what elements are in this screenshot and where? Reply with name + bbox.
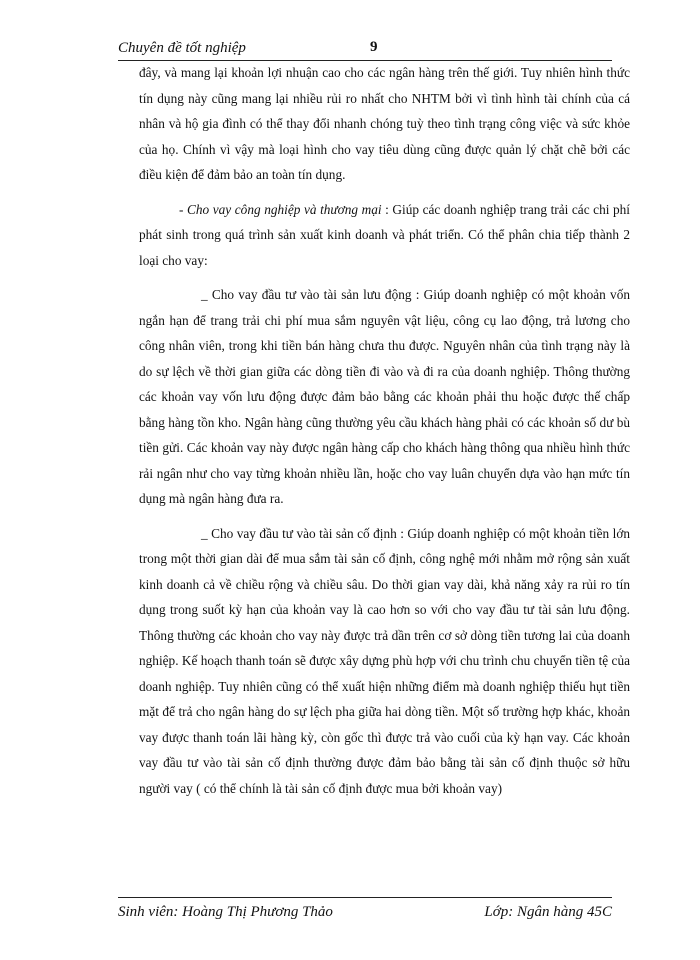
paragraph-consumer-lending-continued: đây, và mang lại khoản lợi nhuận cao cho các ngân hàng trên thế giới. Tuy nhiên hình thức tín dụng này cũng mang lại nhiều rủi ro nhất cho NHTM bởi vì tình hình tài chính của cá nhân và hộ gia đình có thể thay đổi nhanh chóng tuỳ theo tình trạng công việc và sức khỏe của họ. Chính vì vậy mà loại hình cho vay tiêu dùng cũng được quản lý chặt chẽ bởi các điều kiện để đảm bảo an toàn tín dụng. [139, 65, 630, 182]
page-header [118, 38, 612, 61]
paragraph-industrial-commercial-lending [139, 197, 630, 274]
header-title: Chuyên đề tốt nghiệp [118, 40, 246, 56]
page-number: 9 [370, 39, 378, 55]
page-footer [118, 897, 612, 928]
paragraph-lead-rest: : Giúp các doanh nghiệp trang trải các chi phí phát sinh trong quá trình sản xuất kinh doanh và phát triển. Có thể phân chia tiếp thành 2 loại cho vay: [139, 201, 630, 268]
footer-class: Lớp: Ngân hàng 45C [484, 904, 612, 920]
paragraph-lead-italic: - Cho vay công nghiệp và thương mại [179, 201, 382, 217]
paragraph-current-asset-loans: _ Cho vay đầu tư vào tài sản lưu động : Giúp doanh nghiệp có một khoản vốn ngắn hạn để trang trải chi phí mua sắm nguyên vật liệu, công cụ lao động, trả lương cho công nhân viên, trong khi tiền bán hàng chưa thu được. Nguyên nhân của tình trạng này là do sự lệch về thời gian giữa các dòng tiền đi vào và đi ra của doanh nghiệp. Thông thường các khoản vay vốn lưu động được đảm bảo bằng các khoản phải thu hoặc được thế chấp bằng hàng tồn kho. Ngân hàng cũng thường yêu cầu khách hàng phải có các khoản số dư bù tiền gửi. Các khoản vay này được ngân hàng cấp cho khách hàng thông qua nhiều hình thức rải ngân như cho vay từng khoản nhiều lần, hoặc cho vay luân chuyển dựa vào hạn mức tín dụng mà ngân hàng đưa ra. [139, 287, 630, 506]
paragraph-fixed-asset-loans: _ Cho vay đầu tư vào tài sản cố định : Giúp doanh nghiệp có một khoản tiền lớn trong một thời gian dài để mua sắm tài sản cố định, công nghệ mới nhằm mở rộng sản xuất kinh doanh cả về chiều rộng và chiều sâu. Do thời gian vay dài, khả năng xảy ra rủi ro tín dụng trong suốt kỳ hạn của khoản vay là cao hơn so với cho vay đầu tư tài sản lưu động. Thông thường các khoản cho vay này được trả dần trên cơ sở dòng tiền tương lai của doanh nghiệp. Kế hoạch thanh toán sẽ được xây dựng phù hợp với chu trình chu chuyển tiền tệ của doanh nghiệp. Tuy nhiên cũng có thể xuất hiện những điểm mà doanh nghiệp thiếu hụt tiền mặt để trả cho ngân hàng do sự lệch pha giữa hai dòng tiền. Một số trường hợp khác, khoản vay được thanh toán lãi hàng kỳ, còn gốc thì được trả vào cuối của kỳ hạn vay. Các khoản vay đầu tư vào tài sản cố định thường được đảm bảo bằng tài sản cố định thuộc sở hữu người vay ( có thể chính là tài sản cố định được mua bởi khoản vay) [139, 525, 630, 796]
document-body [139, 60, 630, 801]
footer-student-name: Sinh viên: Hoàng Thị Phương Thảo [118, 904, 333, 920]
